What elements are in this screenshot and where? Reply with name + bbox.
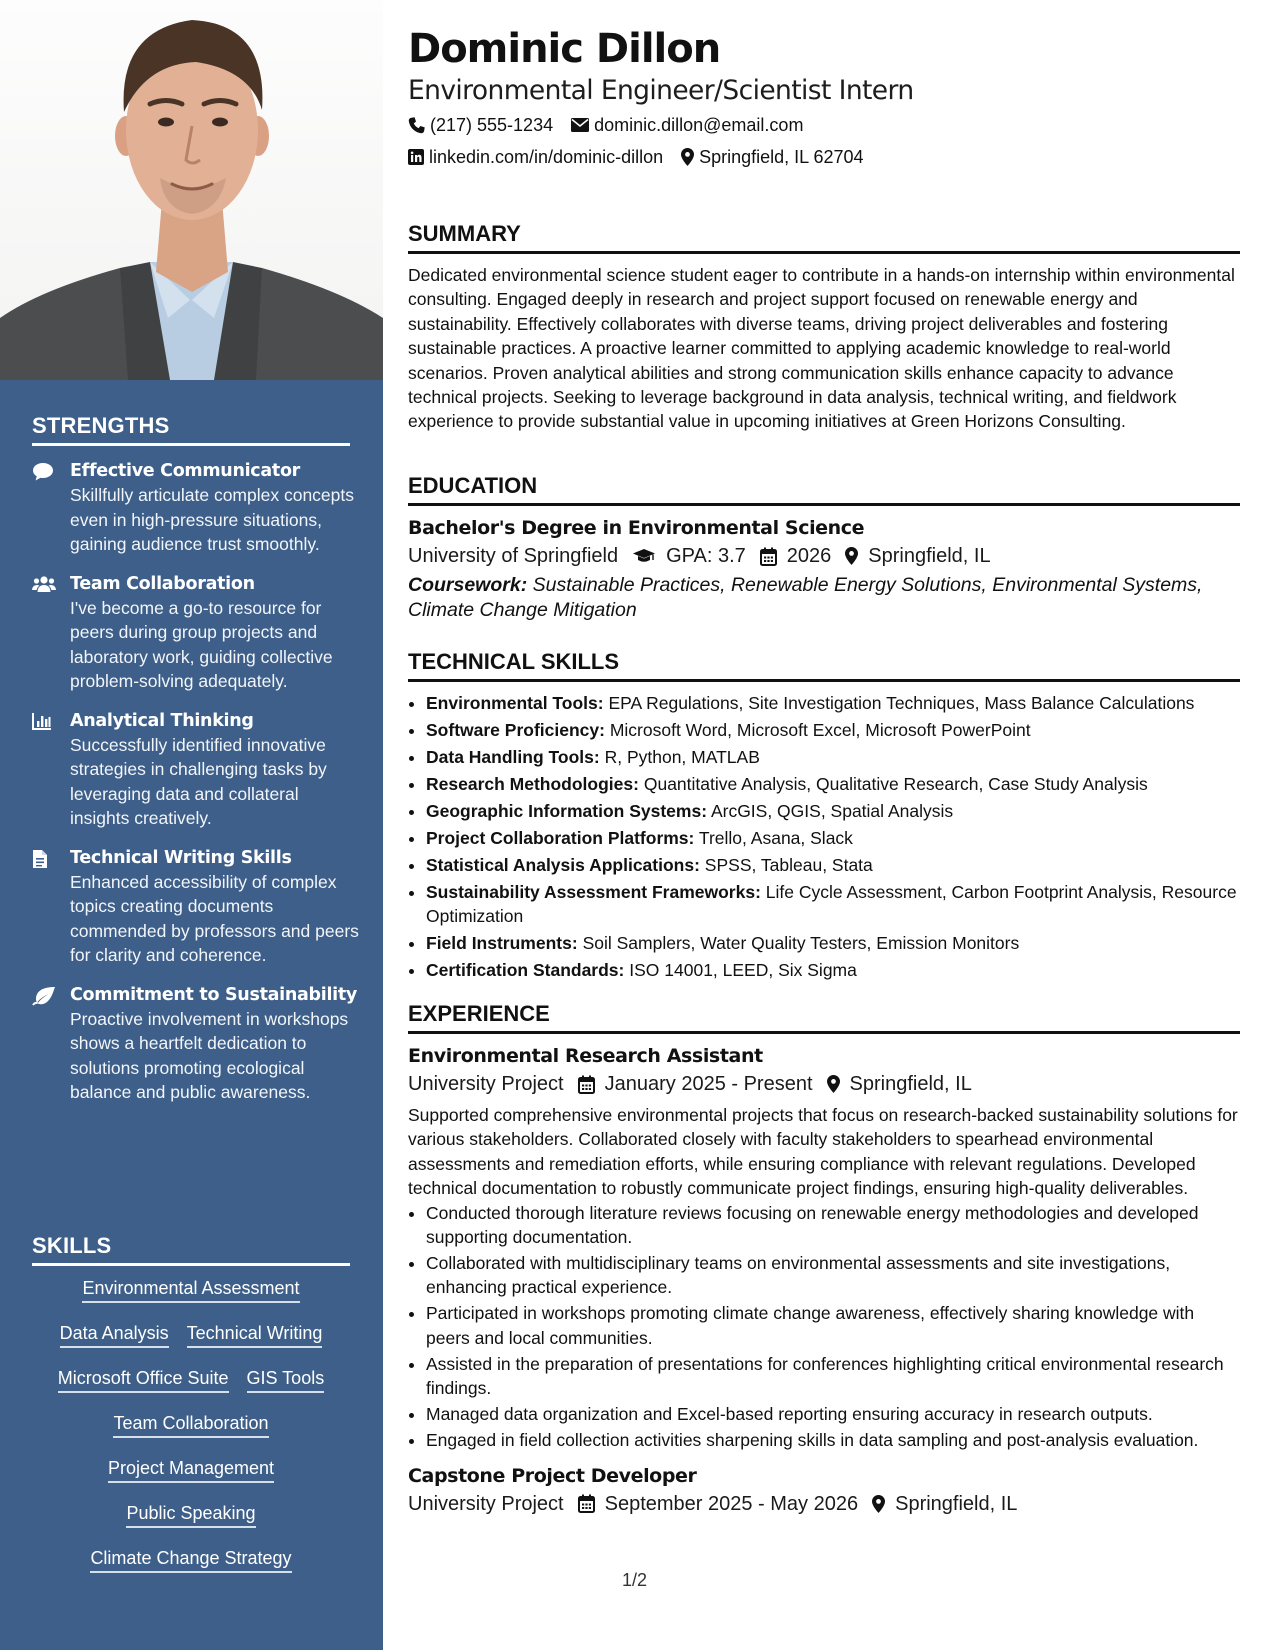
candidate-name: Dominic Dillon [408,26,721,72]
job-bullets [408,1201,1240,1453]
skill-category: Field Instruments: [426,933,578,954]
contact-row [408,145,864,169]
skill-tag: Data Analysis [60,1321,169,1348]
profile-photo [0,0,383,380]
skill-tag: Project Management [108,1456,274,1483]
list-item [426,880,1240,928]
job-entry [408,1463,1240,1519]
strength-title: Analytical Thinking [70,710,254,731]
strength-title: Effective Communicator [70,461,301,481]
document-icon [32,846,70,968]
coursework-label: Coursework: [408,574,528,596]
list-item [426,799,1240,823]
skill-category: Research Methodologies: [426,774,639,794]
strength-title: Commitment to Sustainability [70,984,358,1005]
skill-category: Software Proficiency: [426,720,605,740]
strength-item [32,459,362,557]
technical-skills-list [408,691,1240,982]
technical-skills-section [408,648,1240,985]
leaf-icon [32,983,70,1105]
strength-item [32,709,362,831]
skills-heading: SKILLS [32,1233,350,1266]
summary-section [408,220,1240,434]
calendar-icon [578,1075,595,1094]
skill-tag: Team Collaboration [113,1411,268,1438]
job-organization: University Project [408,1073,564,1095]
strength-description: I've become a go-to resource for peers during group projects and laboratory work, guiding collective problem-solving adequately. [70,597,333,691]
skill-tag: Public Speaking [126,1501,255,1528]
skill-row [32,1276,350,1303]
education-location: Springfield, IL [868,545,991,567]
degree-title: Bachelor's Degree in Environmental Science [408,517,865,539]
strength-item [32,983,362,1105]
experience-section [408,1000,1240,1519]
strengths-list [32,459,362,1120]
list-item [426,772,1240,796]
map-pin-icon [827,1075,840,1093]
job-meta [408,1069,1240,1099]
strength-item [32,846,362,968]
school-name: University of Springfield [408,545,619,567]
skill-row [32,1456,350,1483]
linkedin-text: linkedin.com/in/dominic-dillon [429,147,664,167]
list-item: • Conducted thorough literature reviews focusing on renewable energy methodologies and developed supporting documentation. [426,1201,1240,1249]
skills-list [32,1276,350,1591]
list-item: • Collaborated with multidisciplinary teams on environmental assessments and site investigations, enhancing practical experience. [426,1251,1240,1299]
candidate-role: Environmental Engineer/Scientist Intern [408,75,914,106]
list-item [426,691,1240,715]
skill-category: Environmental Tools: [426,693,604,713]
map-pin-icon [681,148,694,166]
linkedin-icon [408,149,424,165]
section-heading: TECHNICAL SKILLS [408,648,1240,682]
gpa: GPA: 3.7 [666,545,746,567]
skill-values: Quantitative Analysis, Qualitative Research, Case Study Analysis [643,774,1148,794]
speech-bubble-icon [32,459,70,557]
skill-values: R, Python, MATLAB [604,747,760,767]
section-heading: EDUCATION [408,472,1240,506]
skill-values: ISO 14001, LEED, Six Sigma [629,960,857,981]
strength-description: Successfully identified innovative strategies in challenging tasks by leveraging data and collateral insights creatively. [70,734,327,828]
skill-values: Microsoft Word, Microsoft Excel, Microsoft PowerPoint [609,720,1031,740]
skill-values: SPSS, Tableau, Stata [704,855,873,875]
skill-category: Project Collaboration Platforms: [426,828,695,848]
email-contact[interactable] [571,113,803,137]
strength-item [32,572,362,694]
skill-tag: Technical Writing [187,1321,323,1348]
list-item [426,718,1240,742]
skill-row [32,1321,350,1348]
skill-values: ArcGIS, QGIS, Spatial Analysis [710,801,954,821]
strength-description: Skillfully articulate complex concepts even in high-pressure situations, gaining audience trust smoothly. [70,485,355,554]
graduation-year: 2026 [786,545,832,567]
graduation-cap-icon [632,548,656,564]
summary-text: Dedicated environmental science student eager to contribute in a hands-on internship within environmental consulting. Engaged deeply in research and project support focused on renewable energy and sustainability. Effectively collaborates with diverse teams, driving project deliverables and fostering sustainable practices. A proactive learner committed to applying academic knowledge to real-world scenarios. Proven analytical abilities and strong communication skills enhance capacity to advance technical projects. Seeking to leverage background in data analysis, technical writing, and fieldwork experience to provide substantial value in upcoming initiatives at Green Horizons Consulting. [408,265,1235,432]
bar-chart-icon [32,709,70,831]
job-location: Springfield, IL [895,1492,1018,1515]
envelope-icon [571,118,589,132]
phone-contact[interactable] [408,113,553,137]
job-dates: September 2025 - May 2026 [604,1492,859,1515]
job-description: Supported comprehensive environmental projects that focus on research-backed sustainability solutions for various stakeholders. Collaborated closely with faculty stakeholders to spearhead environmental assessments and remediation efforts, while ensuring compliance with relevant regulations. Developed technical documentation to robustly communicate project findings, ensuring high-quality deliverables. [408,1105,1238,1199]
skill-values: EPA Regulations, Site Investigation Techniques, Mass Balance Calculations [608,693,1195,713]
skill-tag: Climate Change Strategy [90,1546,291,1573]
map-pin-icon [872,1495,885,1513]
skill-values: Life Cycle Assessment, Carbon Footprint Analysis, Resource Optimization [426,882,1237,927]
education-section [408,472,1240,623]
list-item: • Assisted in the preparation of presentations for conferences highlighting critical environmental research findings. [426,1352,1240,1400]
sidebar [0,0,383,1650]
list-item [426,826,1240,850]
strength-title: Team Collaboration [70,573,255,594]
email-text: dominic.dillon@email.com [594,115,804,135]
page-number: 1/2 [622,1570,648,1590]
section-heading: EXPERIENCE [408,1000,1240,1034]
education-meta [408,541,1240,571]
job-title: Environmental Research Assistant [408,1045,763,1067]
section-heading: SUMMARY [408,220,1240,254]
list-item: • Managed data organization and Excel-based reporting ensuring accuracy in research outputs. [426,1402,1240,1426]
skill-row [32,1366,350,1393]
skill-values: Soil Samplers, Water Quality Testers, Emission Monitors [582,933,1020,954]
skill-tag: GIS Tools [247,1366,325,1393]
job-dates: January 2025 - Present [604,1073,813,1095]
users-icon [32,572,70,694]
skill-row [32,1411,350,1438]
calendar-icon [760,547,777,566]
strength-title: Technical Writing Skills [70,847,292,868]
phone-text: (217) 555-1234 [430,115,554,135]
skill-category: Geographic Information Systems: [426,801,708,821]
skill-tag: Environmental Assessment [82,1276,299,1303]
skill-category: Certification Standards: [426,960,625,981]
location-contact [681,145,863,169]
list-item [426,853,1240,877]
list-item [426,958,1240,982]
phone-icon [408,117,425,134]
contact-row [408,113,803,137]
skill-category: Data Handling Tools: [426,747,600,767]
map-pin-icon [845,547,858,565]
list-item: • Participated in workshops promoting climate change awareness, effectively sharing knowledge with peers and local communities. [426,1301,1240,1349]
skill-row [32,1546,350,1573]
skill-row [32,1501,350,1528]
skill-values: Trello, Asana, Slack [698,828,853,848]
skill-tag: Microsoft Office Suite [58,1366,229,1393]
coursework [408,573,1240,623]
list-item [426,745,1240,769]
linkedin-contact[interactable] [408,145,663,169]
strength-description: Proactive involvement in workshops shows a heartfelt dedication to solutions promoting ecological balance and public awareness. [70,1008,349,1102]
strength-description: Enhanced accessibility of complex topics creating documents commended by professors and peers for clarity and coherence. [70,871,359,965]
strengths-heading: STRENGTHS [32,413,350,446]
job-title: Capstone Project Developer [408,1464,697,1487]
list-item: • Engaged in field collection activities sharpening skills in data sampling and post-analysis evaluation. [426,1428,1240,1452]
skill-category: Statistical Analysis Applications: [426,855,700,875]
list-item [426,931,1240,955]
calendar-icon [578,1494,595,1513]
job-meta [408,1489,1240,1519]
location-text: Springfield, IL 62704 [699,147,864,167]
job-organization: University Project [408,1492,564,1515]
skill-category: Sustainability Assessment Frameworks: [426,882,761,902]
job-entry [408,1043,1240,1453]
coursework-list: Sustainable Practices, Renewable Energy Solutions, Environmental Systems, Climate Change Mitigation [408,574,1203,621]
job-location: Springfield, IL [849,1073,972,1095]
